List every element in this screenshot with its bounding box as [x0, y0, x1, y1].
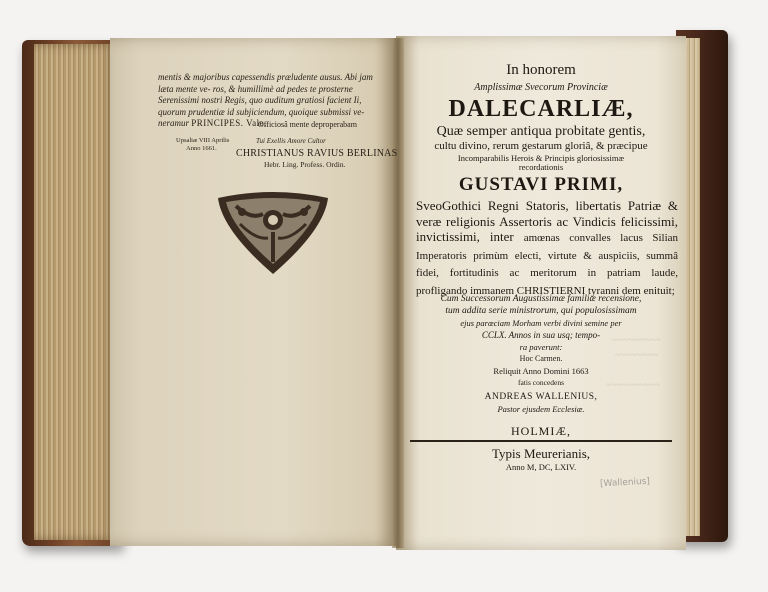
bleed-through: ~~~~~~~~~ [612, 335, 661, 346]
body-part-2: amœnas convalles lacus Silian Imperatoris primùm electi, virtute & auspiciis, summâ fidei, fortitudinis ac meritorum in patriam laude, profligando immanem CHRISTIERNI tyranni dem enituit; [416, 232, 679, 297]
signature-name: CHRISTIANUS RAVIUS BERLINAS [236, 148, 398, 159]
profession-line: Hebr. Ling. Profess. Ordin. [264, 160, 346, 169]
imprint-year: Anno M, DC, LXIV. [505, 462, 577, 472]
title-cultu: cultu divino, rerum gestarum gloriâ, & præcipue [434, 140, 648, 152]
title-ra: ra paverunt: [519, 342, 563, 352]
title-fatis: fatis concedens [517, 378, 565, 387]
title-reliquit: Reliquit Anno Domini 1663 [493, 366, 589, 376]
title-cclx: CCLX. Annos in sua usq; tempo- [481, 330, 601, 340]
closing-paragraph: mentis & majoribus capessendis præludente ausus. Abi jam læta mente ve- ros, & humillimè ad pedes te prosterne Serenissimi nostri Regis, quo auditum gratiosi facient Ii, quorum prudentiæ id subjiciendum, quoique submissi ve- neramur [158, 72, 373, 128]
title-gustavi: GUSTAVI PRIMI, [458, 174, 624, 195]
closing-principes: PRINCIPES. Vale. [191, 118, 267, 128]
title-amplissimae: Amplissimæ Svecorum Provinciæ [474, 82, 608, 93]
cultor-line: Tui Exellis Amore Cultor [256, 137, 326, 145]
title-quae: Quæ semper antiqua probitate gentis, [436, 124, 646, 139]
author-name: ANDREAS WALLENIUS, [484, 392, 598, 402]
title-body [416, 198, 678, 299]
imprint-rule [410, 440, 672, 442]
title-tum: tum addita serie ministrorum, qui populosissimam [445, 306, 637, 316]
page-edges-left [34, 44, 116, 540]
author-title: Pastor ejusdem Ecclesiæ. [497, 404, 585, 414]
imprint-printer: Typis Meurerianis, [491, 446, 590, 461]
imprint-place: HOLMIÆ, [511, 424, 571, 438]
body-part-1: SveoGothici Regni Statoris, libertatis Patriæ & veræ religionis Assertoris ac Vindicis felicissimi, invictissimi, inter [416, 198, 678, 244]
printer-ornament-icon [216, 190, 330, 276]
title-recordationis: recordationis [518, 162, 564, 172]
title-incomparabilis: Incomparabilis Herois & Principis gloriosissimæ [457, 153, 625, 163]
bleed-through: ~~~~~~~~~~ [606, 380, 661, 391]
title-cum: Cum Successorum Augustissimæ familiæ recensione, [440, 294, 642, 304]
pencil-annotation: [Wallenius] [599, 476, 651, 490]
title-ejus: ejus parœciam Morham verbi divini semine per [460, 318, 622, 328]
title-in-honorem: In honorem [506, 62, 576, 78]
title-dalecarliae: DALECARLIÆ, [448, 96, 634, 122]
date-line-1: Upsaliæ VIII Aprilis [176, 137, 230, 144]
bleed-through: ~~~~~~~~ [615, 350, 659, 361]
officiosa-line: Officiosâ mente deproperabam [258, 120, 357, 129]
title-hoc-carmen: Hoc Carmen. [519, 354, 563, 363]
date-line-2: Anno 1661. [186, 145, 217, 152]
